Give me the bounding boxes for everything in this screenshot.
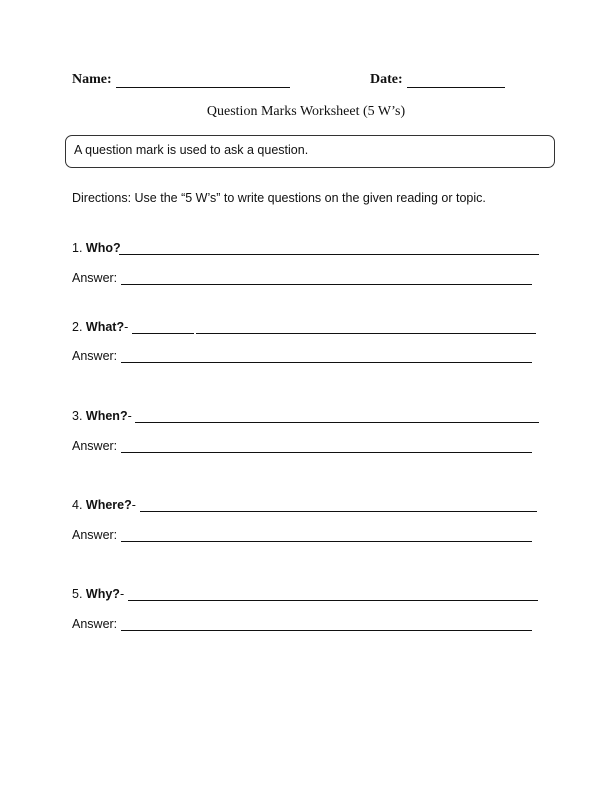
question-line-who[interactable] — [119, 254, 539, 255]
answer-line-where[interactable] — [121, 541, 532, 542]
line-gap — [194, 333, 196, 335]
answer-line-what[interactable] — [121, 362, 532, 363]
answer-label: Answer: — [72, 349, 118, 363]
name-field[interactable] — [116, 87, 290, 88]
answer-row-who — [72, 271, 542, 289]
answer-row-why — [72, 617, 542, 635]
answer-label: Answer: — [72, 439, 118, 453]
directions: Directions: Use the “5 W’s” to write questions on the given reading or topic. — [72, 191, 486, 205]
name-label: Name: — [72, 72, 112, 87]
question-row-when: 3. When?- — [72, 409, 542, 427]
question-row-why: 5. Why?- — [72, 587, 542, 605]
date-field[interactable] — [407, 87, 505, 88]
question-row-who — [72, 241, 542, 259]
answer-row-when — [72, 439, 542, 457]
question-number: 5. — [72, 587, 83, 601]
question-word: When? — [85, 409, 128, 423]
answer-line-who[interactable] — [121, 284, 532, 285]
question-word: Who? — [85, 241, 121, 255]
question-row-what: 2. What?- — [72, 320, 542, 338]
question-line-when[interactable] — [135, 422, 539, 423]
header — [72, 72, 542, 92]
question-word: Where? — [85, 498, 132, 512]
answer-row-where — [72, 528, 542, 546]
answer-label: Answer: — [72, 528, 118, 542]
answer-label: Answer: — [72, 617, 118, 631]
answer-row-what — [72, 349, 542, 367]
answer-line-why[interactable] — [121, 630, 532, 631]
question-line-where[interactable] — [140, 511, 537, 512]
info-box: A question mark is used to ask a question. — [65, 135, 555, 168]
answer-line-when[interactable] — [121, 452, 532, 453]
question-number: 1. — [72, 241, 83, 255]
question-number: 3. — [72, 409, 83, 423]
date-label: Date: — [370, 72, 403, 87]
question-line-what[interactable] — [132, 333, 536, 334]
question-number: 2. — [72, 320, 83, 334]
worksheet-title: Question Marks Worksheet (5 W’s) — [206, 104, 406, 119]
question-word: What? — [85, 320, 125, 334]
question-line-why[interactable] — [128, 600, 538, 601]
question-row-where: 4. Where?- — [72, 498, 542, 516]
answer-label: Answer: — [72, 271, 118, 285]
question-word: Why? — [85, 587, 120, 601]
question-number: 4. — [72, 498, 83, 512]
